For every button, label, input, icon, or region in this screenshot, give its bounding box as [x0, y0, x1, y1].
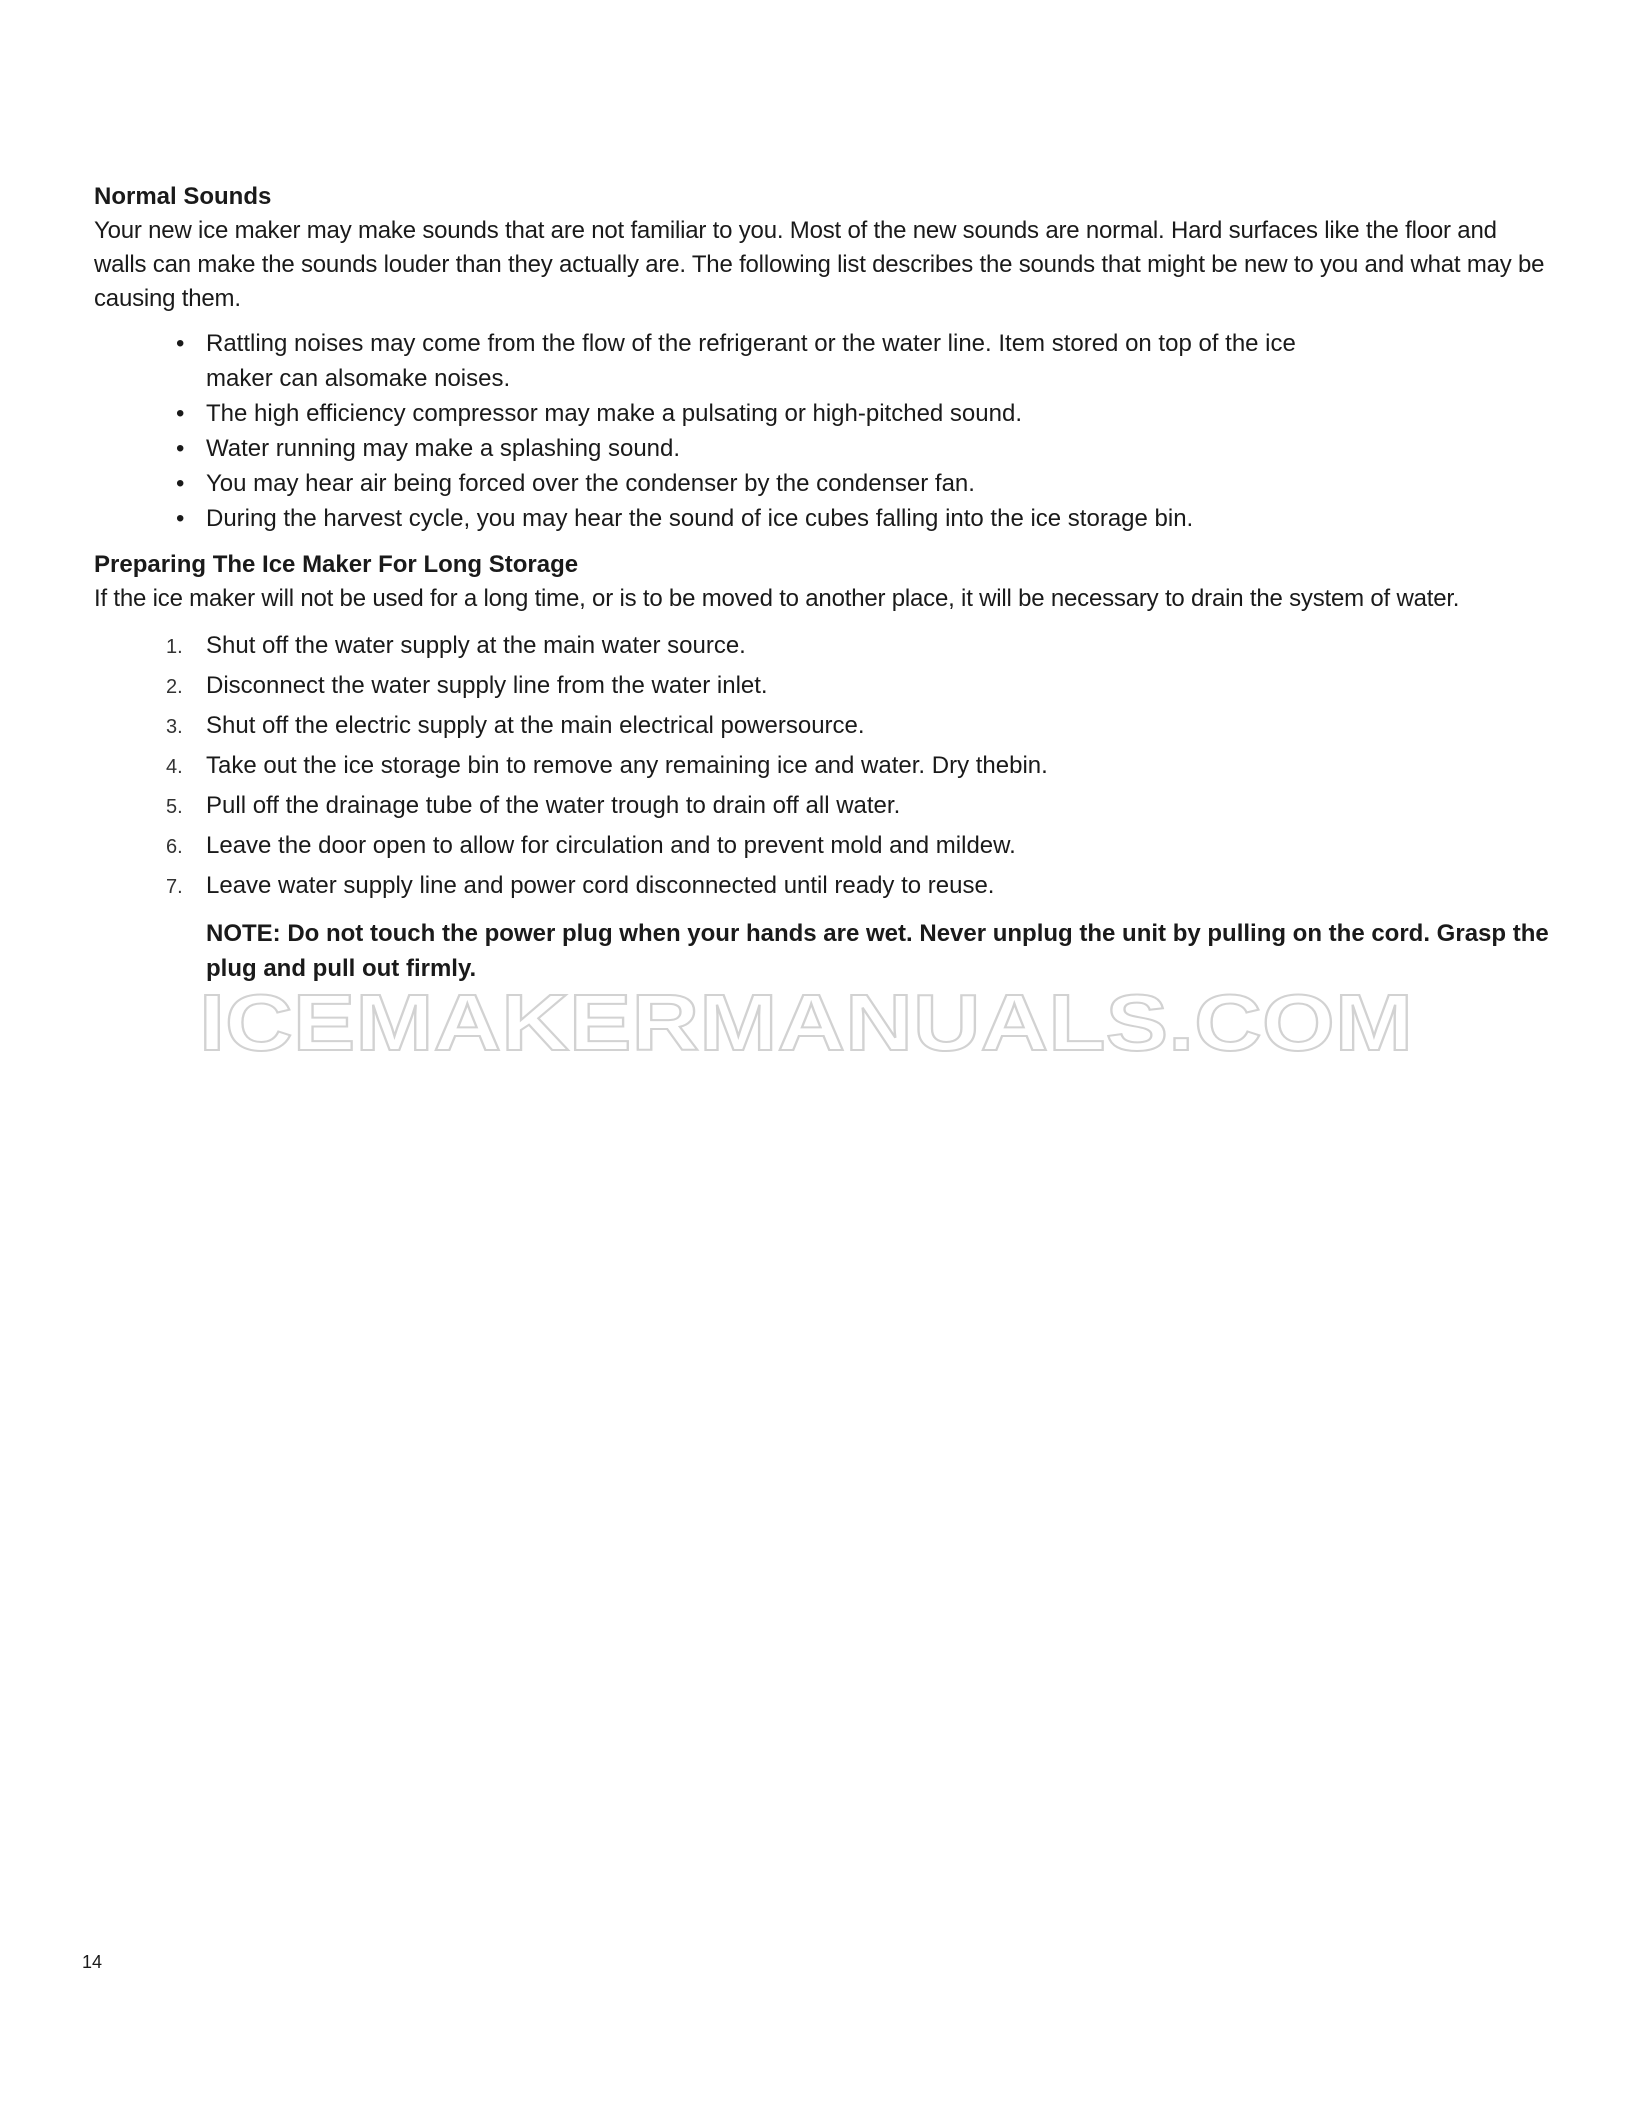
list-item: [94, 626, 1554, 666]
watermark: [196, 986, 1416, 1066]
bullet-icon: •: [176, 330, 185, 357]
step-number: 3.: [166, 716, 183, 738]
step-number: 4.: [166, 756, 183, 778]
list-item: • The high efficiency compressor may make a pulsating or high-pitched sound.: [94, 396, 1326, 431]
safety-note: NOTE: Do not touch the power plug when your hands are wet. Never unplug the unit by pulling on the cord. Grasp the plug and pull out firmly.: [206, 920, 1549, 982]
step-text: Shut off the water supply at the main water source.: [206, 632, 746, 659]
step-number: 7.: [166, 876, 183, 898]
list-item: • Water running may make a splashing sound.: [94, 431, 1326, 466]
bullet-icon: •: [176, 400, 185, 427]
bullet-icon: •: [176, 435, 185, 462]
step-text: Shut off the electric supply at the main electrical powersource.: [206, 712, 865, 739]
sounds-list: [94, 326, 1554, 536]
page-content: [94, 180, 1554, 986]
step-text: Pull off the drainage tube of the water trough to drain off all water.: [206, 792, 901, 819]
page-number: 14: [82, 1952, 103, 1972]
bullet-icon: •: [176, 470, 185, 497]
step-text: Take out the ice storage bin to remove any remaining ice and water. Dry thebin.: [206, 752, 1048, 779]
normal-sounds-heading: Normal Sounds: [94, 183, 272, 210]
step-number: 6.: [166, 836, 183, 858]
watermark-text: ICEMAKERMANUALS.COM: [199, 986, 1413, 1066]
list-item: [94, 746, 1554, 786]
step-text: Leave the door open to allow for circulation and to prevent mold and mildew.: [206, 832, 1016, 859]
long-storage-intro: If the ice maker will not be used for a long time, or is to be moved to another place, it will be necessary to drain the system of water.: [94, 585, 1460, 612]
step-number: 1.: [166, 636, 183, 658]
list-item: • During the harvest cycle, you may hear the sound of ice cubes falling into the ice storage bin.: [94, 501, 1326, 536]
storage-steps-list: [94, 626, 1554, 906]
list-item: [94, 826, 1554, 866]
bullet-icon: •: [176, 505, 185, 532]
step-text: Disconnect the water supply line from the water inlet.: [206, 672, 768, 699]
step-number: 2.: [166, 676, 183, 698]
step-text: Leave water supply line and power cord disconnected until ready to reuse.: [206, 872, 995, 899]
long-storage-heading: Preparing The Ice Maker For Long Storage: [94, 551, 579, 578]
step-number: 5.: [166, 796, 183, 818]
list-item: • Rattling noises may come from the flow of the refrigerant or the water line. Item stored on top of the ice maker can alsomake noises.: [94, 326, 1326, 396]
list-item: • You may hear air being forced over the condenser by the condenser fan.: [94, 466, 1326, 501]
list-item: [94, 706, 1554, 746]
list-item: [94, 786, 1554, 826]
normal-sounds-intro: Your new ice maker may make sounds that are not familiar to you. Most of the new sounds are normal. Hard surfaces like the floor and walls can make the sounds louder than they actually are. The following list describes the sounds that might be new to you and what may be causing them.: [94, 217, 1545, 312]
list-item: [94, 666, 1554, 706]
list-item: [94, 866, 1554, 906]
